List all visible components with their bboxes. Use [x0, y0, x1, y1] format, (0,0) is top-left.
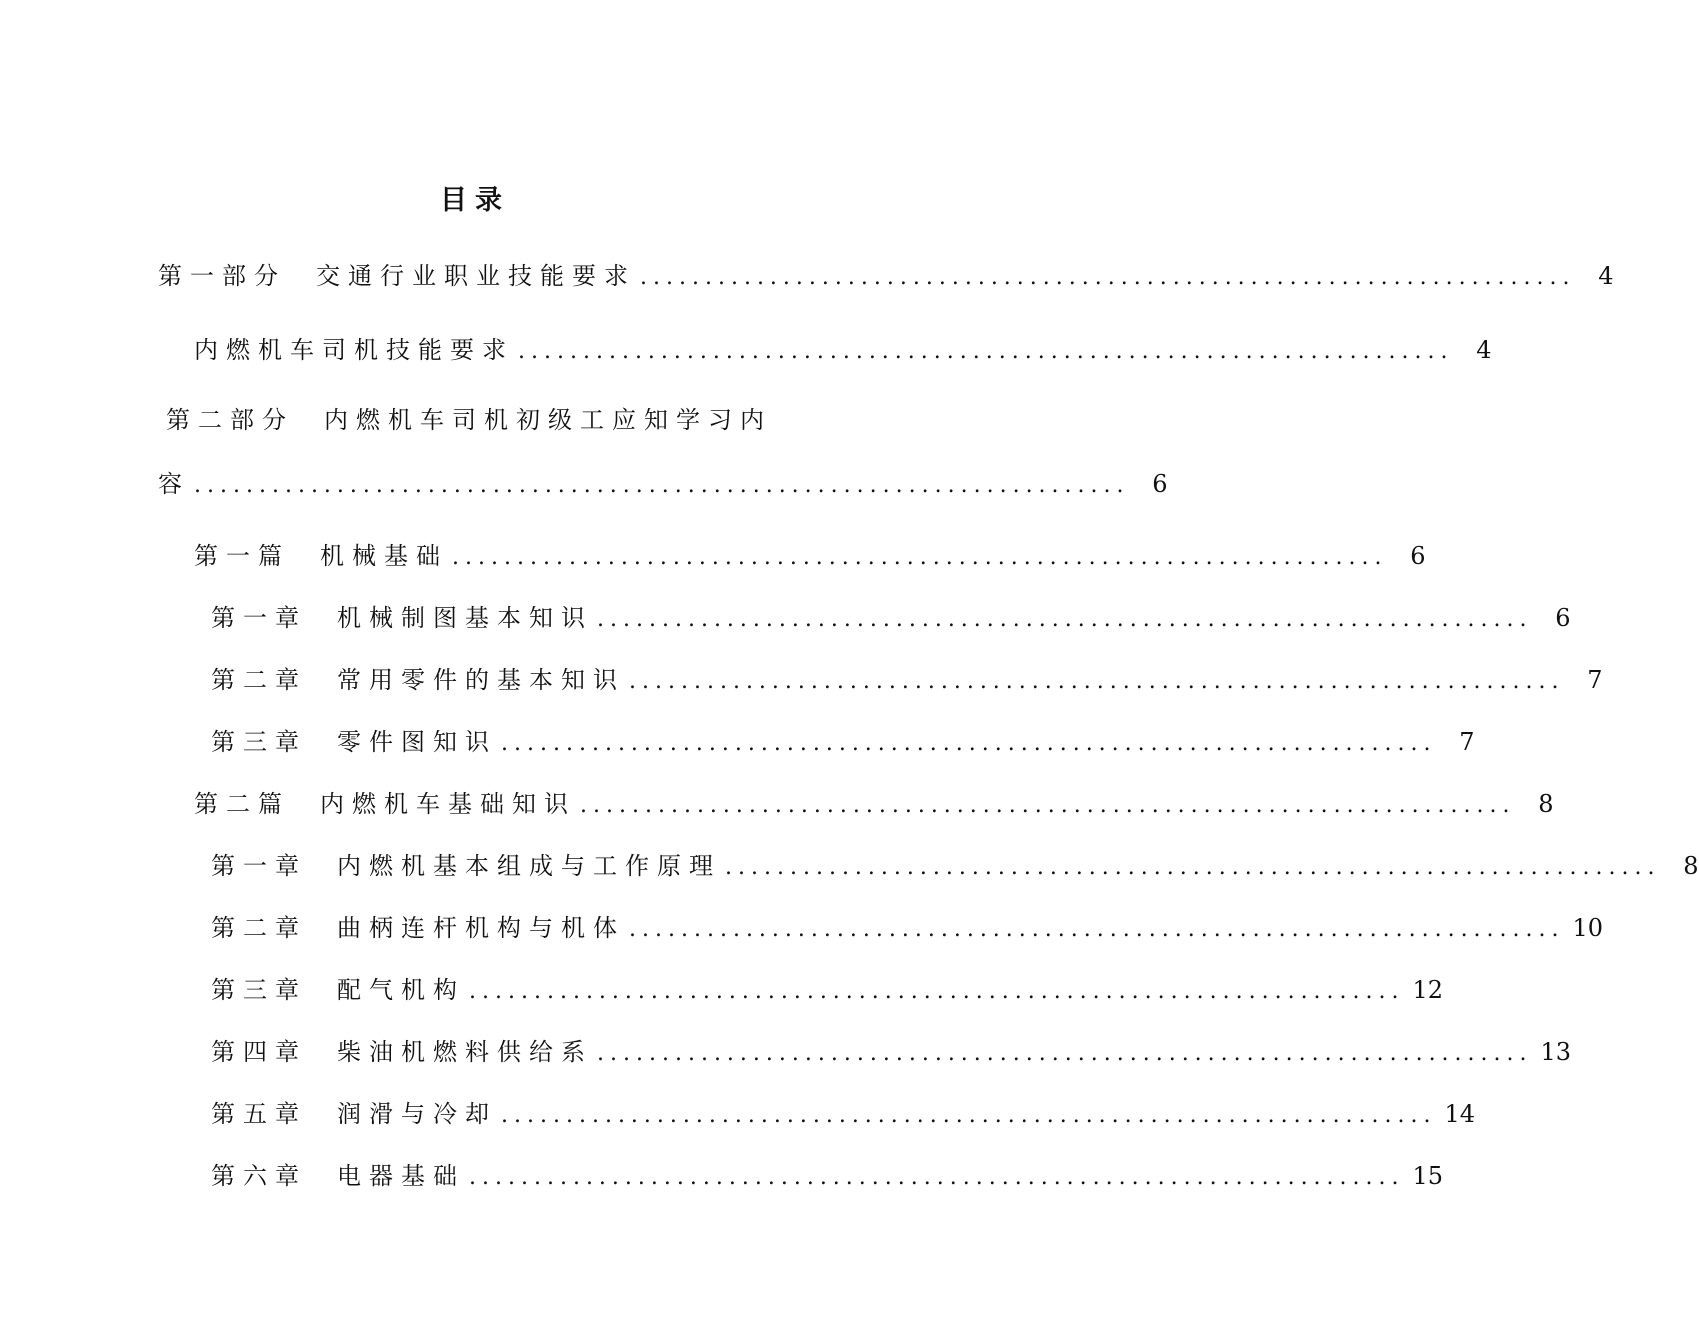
- toc-entry-prefix: 第三章: [211, 728, 307, 756]
- toc-page-number: 10: [1572, 914, 1604, 942]
- toc-entry-label: [194, 330, 514, 365]
- toc-leader-dots: ........................................................................: [725, 855, 1661, 880]
- toc-entry-label: [211, 660, 625, 695]
- toc-entry-text: 交通行业职业技能要求: [316, 262, 636, 290]
- toc-entry-label: [194, 784, 576, 819]
- toc-entry[interactable]: [211, 1032, 1572, 1067]
- toc-entry-prefix: 第六章: [211, 1162, 307, 1190]
- toc-entry-prefix: 第二章: [211, 914, 307, 942]
- toc-entry-text: 电器基础: [337, 1162, 465, 1190]
- toc-entry-label: [211, 1032, 593, 1067]
- toc-leader-dots: ........................................................................: [640, 265, 1576, 290]
- toc-entry-prefix: 第一章: [211, 604, 307, 632]
- toc-entry-text: 润滑与冷却: [337, 1100, 497, 1128]
- toc-page-number: 14: [1444, 1100, 1476, 1128]
- toc-entry-label: [211, 908, 625, 943]
- toc-entry-continuation-text: 容: [158, 470, 190, 498]
- toc-page-number: 8: [1538, 790, 1554, 818]
- toc-entry[interactable]: [194, 784, 1554, 819]
- toc-entry[interactable]: [194, 536, 1426, 571]
- toc-page-number: 6: [1555, 604, 1571, 632]
- toc-page-number: 12: [1412, 976, 1444, 1004]
- toc-entry-text: 曲柄连杆机构与机体: [337, 914, 625, 942]
- toc-page-number: 7: [1459, 728, 1475, 756]
- toc-entry-text: 零件图知识: [337, 728, 497, 756]
- toc-entry-label: [211, 1094, 497, 1129]
- toc-entry-label: [211, 598, 593, 633]
- toc-entry[interactable]: [211, 846, 1699, 881]
- toc-page-number: 8: [1683, 852, 1699, 880]
- toc-page-number: 6: [1152, 470, 1168, 498]
- toc-entry-text: 常用零件的基本知识: [337, 666, 625, 694]
- toc-leader-dots: ........................................................................: [501, 1103, 1437, 1128]
- toc-leader-dots: ........................................................................: [580, 793, 1516, 818]
- toc-leader-dots: ........................................................................: [452, 545, 1388, 570]
- toc-entry-text: 内燃机基本组成与工作原理: [337, 852, 721, 880]
- toc-leader-dots: ........................................................................: [469, 979, 1405, 1004]
- toc-leader-dots: ........................................................................: [518, 339, 1454, 364]
- toc-leader-dots: ........................................................................: [501, 731, 1437, 756]
- toc-entry-first-line[interactable]: [166, 400, 772, 435]
- toc-entry[interactable]: [211, 598, 1571, 633]
- toc-page-number: 4: [1476, 336, 1492, 364]
- toc-entry-prefix: 第二篇: [194, 790, 290, 818]
- toc-entry-text: 配气机构: [337, 976, 465, 1004]
- toc-entry-text: 机械制图基本知识: [337, 604, 593, 632]
- toc-entry-prefix: 第五章: [211, 1100, 307, 1128]
- toc-entry-prefix: 第四章: [211, 1038, 307, 1066]
- toc-entry[interactable]: [211, 1094, 1476, 1129]
- toc-entry-label: [158, 256, 636, 291]
- toc-entry-text: 机械基础: [320, 542, 448, 570]
- toc-entry-prefix: 第一篇: [194, 542, 290, 570]
- toc-page-number: 4: [1598, 262, 1614, 290]
- toc-entry[interactable]: [211, 1156, 1444, 1191]
- toc-page-number: 7: [1587, 666, 1603, 694]
- toc-entry-label: [194, 536, 448, 571]
- toc-leader-dots: ........................................................................: [469, 1165, 1405, 1190]
- toc-entry[interactable]: [194, 330, 1492, 365]
- toc-entry-prefix: 第二章: [211, 666, 307, 694]
- toc-title: 目录: [440, 185, 510, 216]
- toc-entry-label: [211, 846, 721, 881]
- toc-entry[interactable]: [211, 970, 1444, 1005]
- toc-entry[interactable]: [158, 256, 1614, 291]
- toc-leader-dots: ........................................................................: [597, 607, 1533, 632]
- toc-entry-label: [211, 1156, 465, 1191]
- toc-page-number: 6: [1410, 542, 1426, 570]
- toc-entry-prefix: 第一章: [211, 852, 307, 880]
- toc-entry-label: [211, 970, 465, 1005]
- toc-entry-continuation[interactable]: [158, 464, 1168, 499]
- toc-entry-text: 柴油机燃料供给系: [337, 1038, 593, 1066]
- toc-leader-dots: ........................................................................: [194, 473, 1130, 498]
- toc-entry-prefix: 第三章: [211, 976, 307, 1004]
- toc-entry[interactable]: [211, 722, 1475, 757]
- toc-leader-dots: ........................................................................: [629, 669, 1565, 694]
- toc-page-number: 15: [1412, 1162, 1444, 1190]
- toc-entry[interactable]: [211, 908, 1604, 943]
- toc-entry-text: 内燃机车司机初级工应知学习内: [324, 406, 772, 434]
- toc-entry-prefix: 第二部分: [166, 406, 294, 434]
- toc-page-number: 13: [1540, 1038, 1572, 1066]
- toc-entry-label: [211, 722, 497, 757]
- toc-entry[interactable]: [211, 660, 1603, 695]
- toc-leader-dots: ........................................................................: [629, 917, 1565, 942]
- toc-entry-text: 内燃机车基础知识: [320, 790, 576, 818]
- toc-entry-text: 内燃机车司机技能要求: [194, 336, 514, 364]
- toc-leader-dots: ........................................................................: [597, 1041, 1533, 1066]
- toc-entry-prefix: 第一部分: [158, 262, 286, 290]
